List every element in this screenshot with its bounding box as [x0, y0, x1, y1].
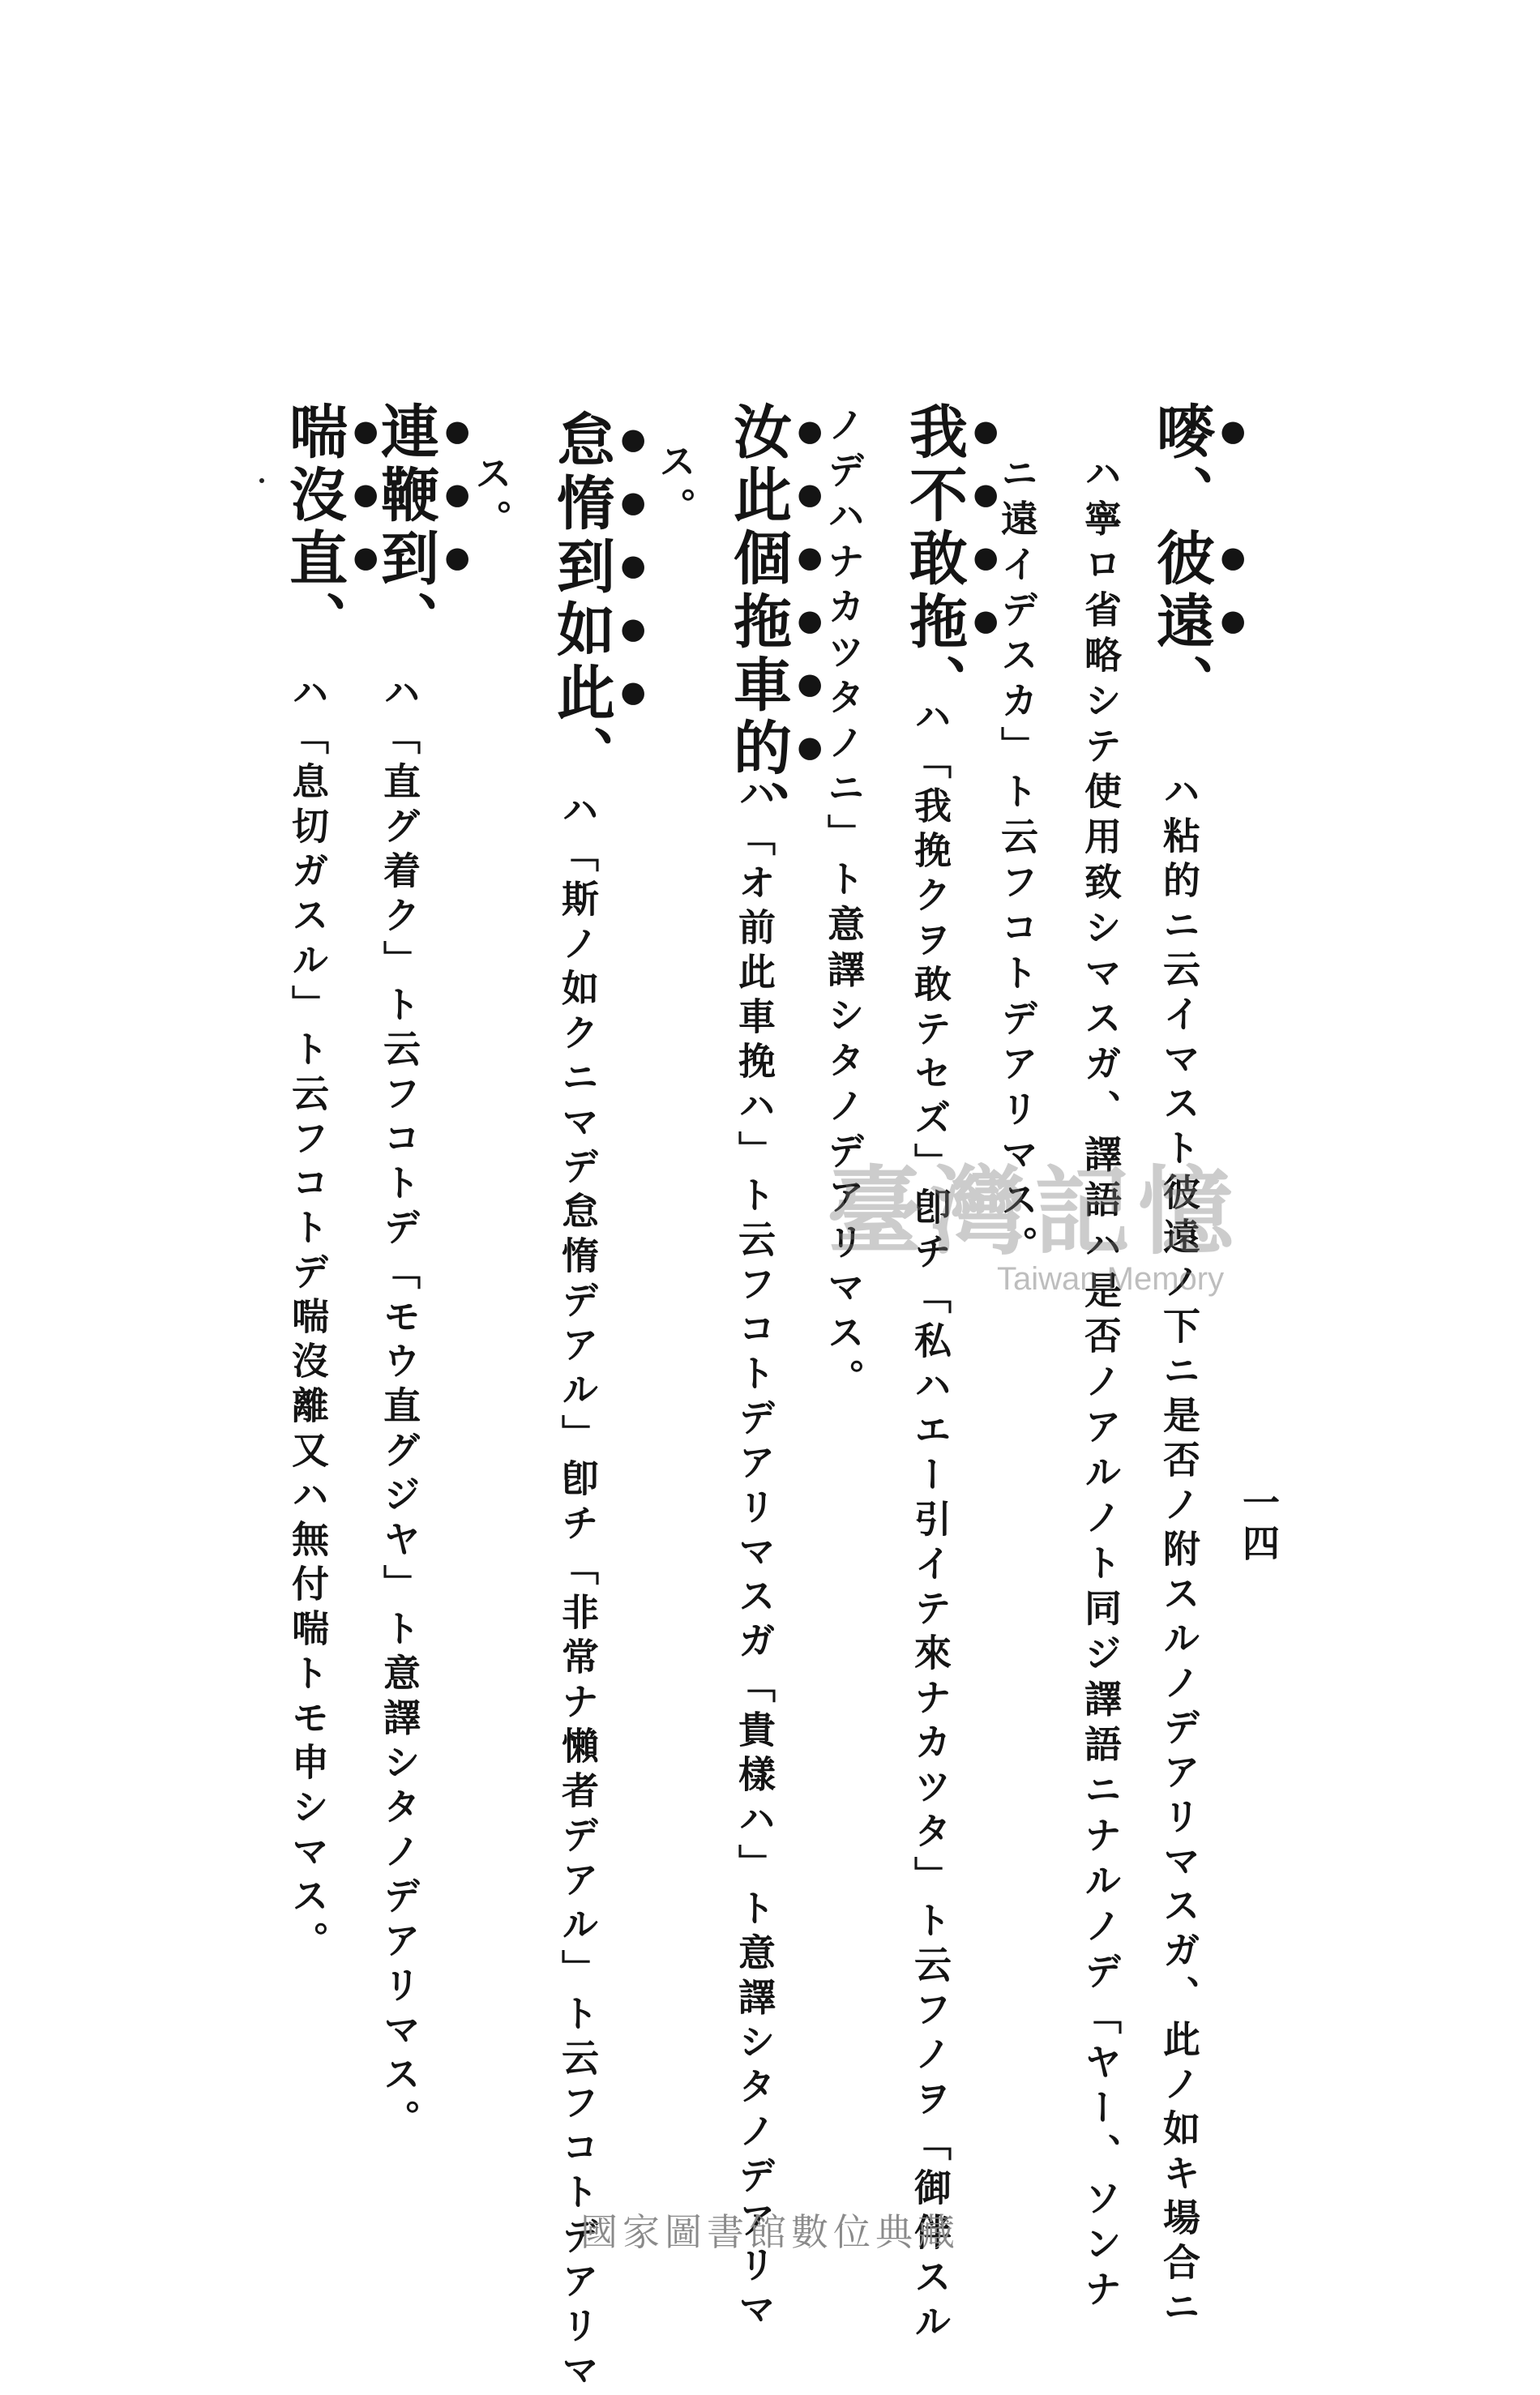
watermark-logo	[827, 1135, 1242, 1298]
entry-text-line: ス。	[653, 442, 697, 532]
entry-text-line: ニ遠イデスカ」ト云フコトデアリマス。	[995, 454, 1039, 1271]
entry-text-line: ス。	[469, 454, 513, 545]
entry-text-line: ハ寧ロ省略シテ使用致シマスガ、譯語ハ是否ノアルノト同ジ譯語ニナルノデ「ヤー、ソンナ	[1079, 454, 1123, 2315]
entry-text-line: ハ「直グ着ク」ト云フコトデ「モウ直グジヤ」ト意譯シタノデアリマス。	[378, 673, 421, 2144]
watermark-english: Taiwan Memory	[997, 1261, 1225, 1297]
entry-heading: 怠惰到如此、	[547, 409, 616, 789]
entry-heading: 連鞭到、	[371, 401, 440, 654]
entry-text-line: ハ「我挽クヲ敢テセズ」卽チ「私ハエー引イテ來ナカツタ」ト云フノヲ「御伴スル	[909, 697, 952, 2346]
entry-text-line: ハ「斯ノ如クニマデ怠惰デアル」卽チ「非常ナ懶者デアル」ト云フコトデアリマ	[556, 790, 600, 2395]
entry-heading: 嘜、彼遠、	[1147, 401, 1216, 717]
page-number: 一四	[1237, 1483, 1281, 1564]
entry-heading: 喘沒直、	[280, 401, 349, 654]
watermark-chinese: 臺灣記憶	[827, 1155, 1243, 1268]
entry-text-line: ノデハナカツタノニ」ト意譯シタノデアリマス。	[822, 405, 866, 1404]
footer-caption: 國家圖書館數位典藏	[580, 2210, 960, 2254]
entry-text-line: ハ粘的ニ云イマスト彼遠ノ下ニ是否ノ附スルノデアリマスガ、此ノ如キ場合ニ	[1157, 772, 1201, 2332]
entry-text-line: ハ「オ前此車挽ハ」ト云フコトデアリマスガ「貴樣ハ」ト意譯シタノデアリマ	[733, 774, 776, 2334]
ink-speck	[259, 478, 264, 483]
entry-text-line: ハ「息切ガスル」ト云フコトデ喘沒離又ハ無付喘トモ申シマス。	[286, 673, 330, 1965]
entry-heading: 汝此個拖車的、	[724, 401, 793, 844]
entry-heading: 我不敢拖、	[900, 401, 969, 717]
